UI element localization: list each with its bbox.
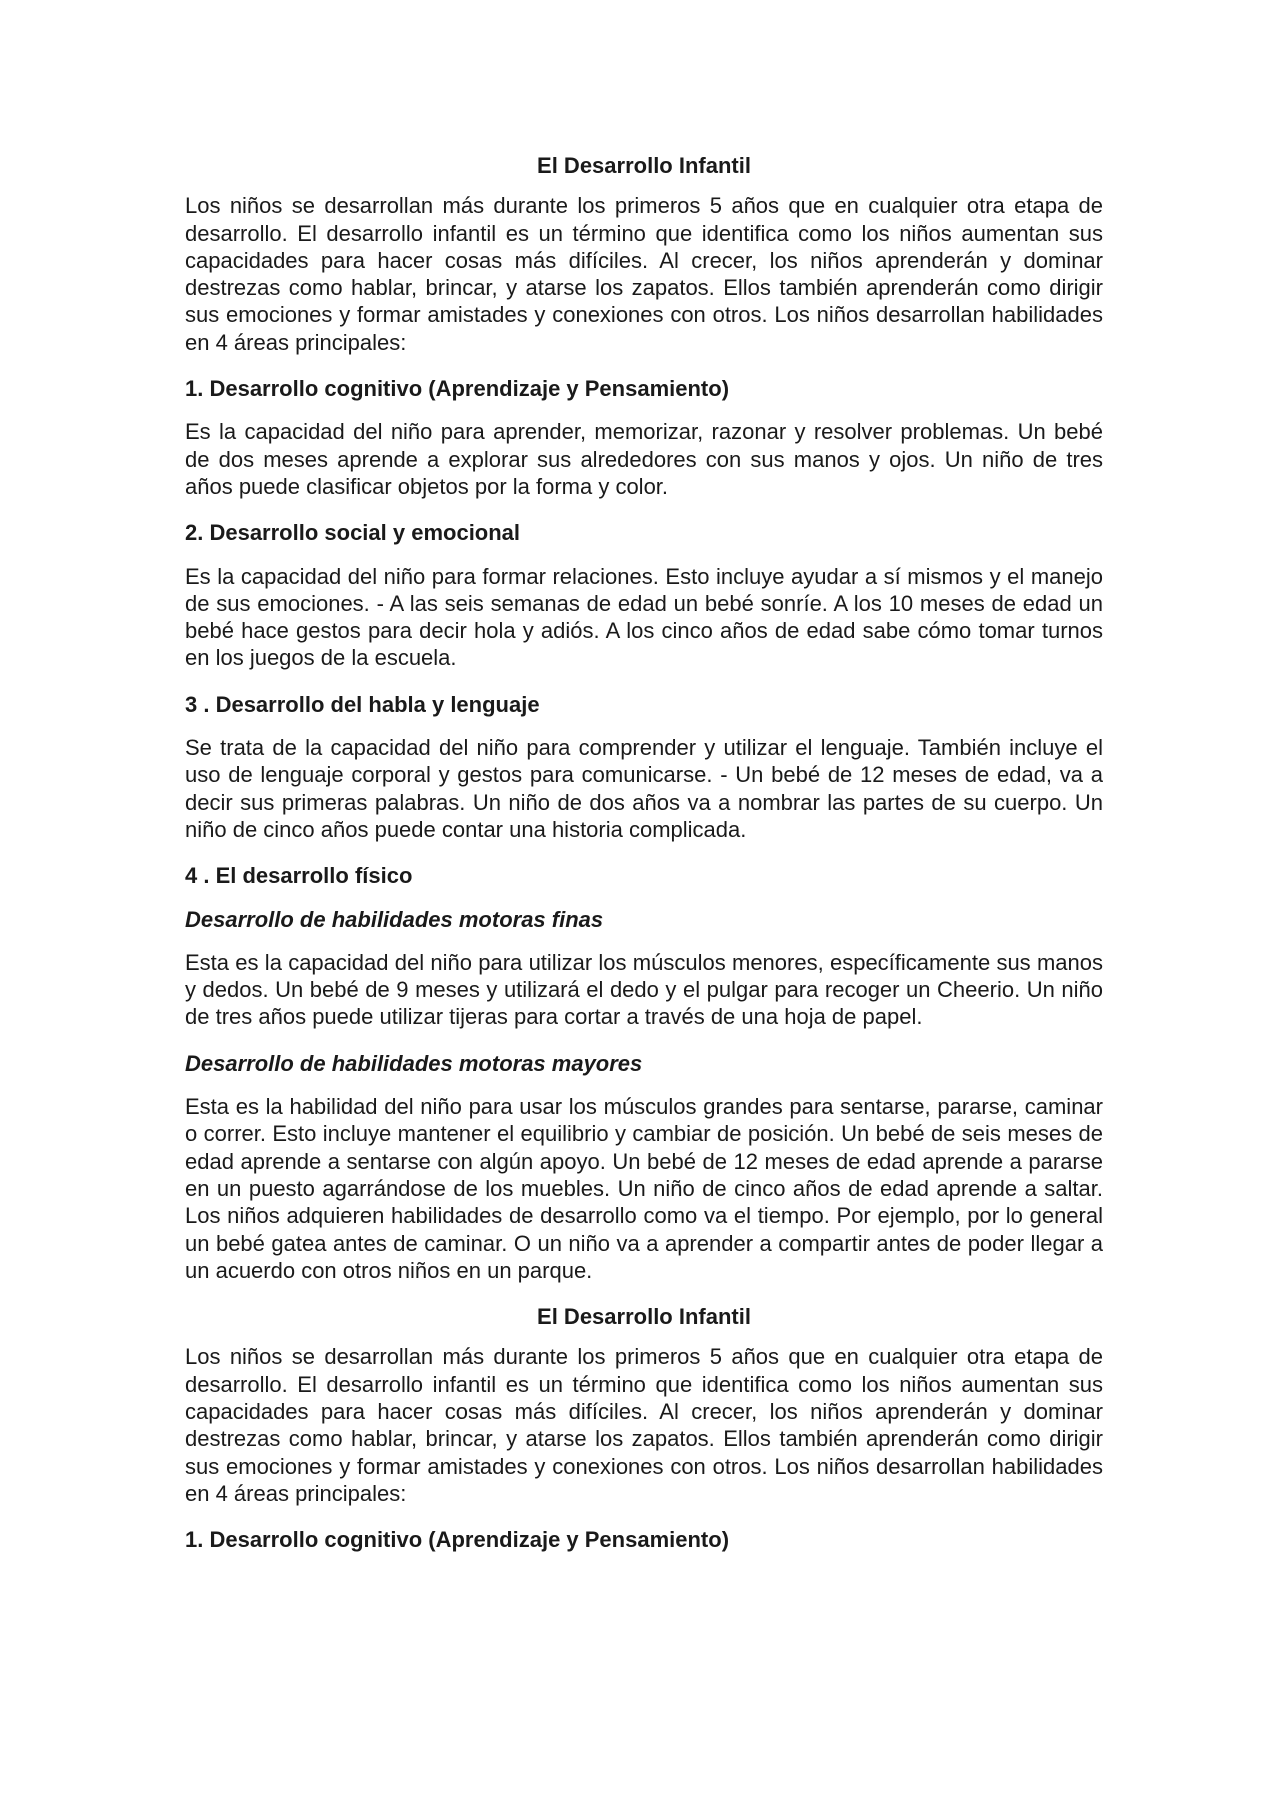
intro-paragraph-repeat: Los niños se desarrollan más durante los primeros 5 años que en cualquier otra etapa de desarrollo. El desarrollo infantil es un término que identifica como los niños aumentan sus capacidades para hacer cosas más difíciles. Al crecer, los niños aprenderán y dominar destrezas como hablar, brincar, y atarse los zapatos. Ellos también aprenderán como dirigir sus emociones y formar amistades y conexiones con otros. Los niños desarrollan habilidades en 4 áreas principales: <box>185 1344 1103 1506</box>
section-text-language: Se trata de la capacidad del niño para comprender y utilizar el lenguaje. También incluye el uso de lenguaje corporal y gestos para comunicarse. - Un bebé de 12 meses de edad, va a decir sus primeras palabras. Un niño de dos años va a nombrar las partes de su cuerpo. Un niño de cinco años puede contar una historia complicada. <box>185 735 1103 842</box>
document-title-repeat: El Desarrollo Infantil <box>537 1304 751 1330</box>
text-fine-motor: Esta es la capacidad del niño para utilizar los músculos menores, específicamente sus manos y dedos. Un bebé de 9 meses y utilizará el dedo y el pulgar para recoger un Cheerio. Un niño de tres años puede utilizar tijeras para cortar a través de una hoja de papel. <box>185 949 1103 1030</box>
section-text-social: Es la capacidad del niño para formar relaciones. Esto incluye ayudar a sí mismos y el manejo de sus emociones. - A las seis semanas de edad un bebé sonríe. A los 10 meses de edad un bebé hace gestos para decir hola y adiós. A los cinco años de edad sabe cómo tomar turnos en los juegos de la escuela. <box>185 563 1103 671</box>
subheading-gross-motor: Desarrollo de habilidades motoras mayores <box>185 1050 643 1076</box>
subheading-fine-motor: Desarrollo de habilidades motoras finas <box>185 906 604 932</box>
section-heading-language: 3 . Desarrollo del habla y lenguaje <box>185 691 540 717</box>
section-heading-cognitive: 1. Desarrollo cognitivo (Aprendizaje y Pensamiento) <box>185 376 730 402</box>
document-page <box>185 152 1103 1569</box>
section-text-cognitive: Es la capacidad del niño para aprender, memorizar, razonar y resolver problemas. Un bebé de dos meses aprende a explorar sus alrededores con sus manos y ojos. Un niño de tres años puede clasificar objetos por la forma y color. <box>185 419 1103 499</box>
text-gross-motor: Esta es la habilidad del niño para usar los músculos grandes para sentarse, pararse, caminar o correr. Esto incluye mantener el equilibrio y cambiar de posición. Un bebé de seis meses de edad aprende a sentarse con algún apoyo. Un bebé de 12 meses de edad aprende a pararse en un puesto agarrándose de los muebles. Un niño de cinco años de edad aprende a saltar. Los niños adquieren habilidades de desarrollo como va el tiempo. Por ejemplo, por lo general un bebé gatea antes de caminar. O un niño va a aprender a compartir antes de poder llegar a un acuerdo con otros niños en un parque. <box>185 1094 1103 1283</box>
section-heading-social: 2. Desarrollo social y emocional <box>185 520 521 546</box>
intro-paragraph: Los niños se desarrollan más durante los primeros 5 años que en cualquier otra etapa de desarrollo. El desarrollo infantil es un término que identifica como los niños aumentan sus capacidades para hacer cosas más difíciles. Al crecer, los niños aprenderán y dominar destrezas como hablar, brincar, y atarse los zapatos. Ellos también aprenderán como dirigir sus emociones y formar amistades y conexiones con otros. Los niños desarrollan habilidades en 4 áreas principales: <box>185 193 1103 355</box>
section-heading-cognitive-repeat: 1. Desarrollo cognitivo (Aprendizaje y Pensamiento) <box>185 1527 730 1553</box>
section-heading-physical: 4 . El desarrollo físico <box>185 863 413 889</box>
document-title: El Desarrollo Infantil <box>537 153 751 178</box>
